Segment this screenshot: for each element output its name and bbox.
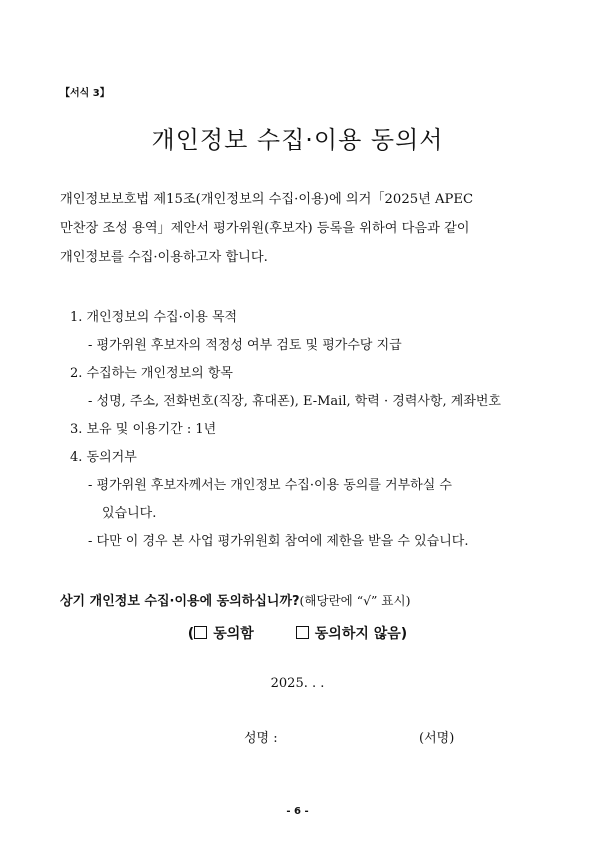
list-subitem: - 평가위원 후보자의 적정성 여부 검토 및 평가수당 지급 [88, 338, 402, 353]
page-title: 개인정보 수집·이용 동의서 [151, 126, 444, 154]
consent-items-list [70, 304, 501, 556]
consent-choices [0, 623, 595, 643]
consent-question [60, 590, 410, 609]
open-paren: ( [187, 626, 195, 642]
agree-label: 동의함 [213, 626, 254, 642]
disagree-label: 동의하지 않음 [314, 626, 401, 642]
list-item: 2. 수집하는 개인정보의 항목 [70, 366, 233, 381]
list-item: 4. 동의거부 [70, 450, 137, 465]
consent-question-note: (해당란에 “√” 표시) [299, 593, 411, 608]
list-subitem: - 평가위원 후보자께서는 개인정보 수집·이용 동의를 거부하실 수 [88, 478, 452, 493]
signature-name-label: 성명 : [244, 731, 278, 746]
intro-line: 만찬장 조성 용역」제안서 평가위원(후보자) 등록을 위하여 다음과 같이 [60, 221, 470, 236]
list-item: 1. 개인정보의 수집·이용 목적 [70, 310, 238, 325]
list-subitem: - 다만 이 경우 본 사업 평가위원회 참여에 제한을 받을 수 있습니다. [88, 534, 469, 549]
consent-question-text: 상기 개인정보 수집·이용에 동의하십니까? [60, 594, 300, 609]
close-paren: ) [400, 626, 408, 642]
disagree-checkbox[interactable] [296, 626, 309, 639]
list-subitem-continuation: 있습니다. [102, 506, 157, 521]
intro-line: 개인정보보호법 제15조(개인정보의 수집·이용)에 의거「2025년 APEC [60, 192, 474, 207]
signature-sign-label: (서명) [419, 731, 455, 746]
agree-checkbox[interactable] [194, 626, 207, 639]
form-number-tag: 【서식 3】 [60, 88, 110, 99]
list-subitem: - 성명, 주소, 전화번호(직장, 휴대폰), E-Mail, 학력 · 경력사항, 계좌번호 [88, 394, 501, 409]
list-item: 3. 보유 및 이용기간 : 1년 [70, 422, 217, 437]
page-number: - 6 - [286, 806, 309, 817]
date-line: 2025. . . [270, 676, 325, 691]
intro-line: 개인정보를 수집·이용하고자 합니다. [60, 250, 268, 265]
intro-paragraph [60, 185, 554, 272]
